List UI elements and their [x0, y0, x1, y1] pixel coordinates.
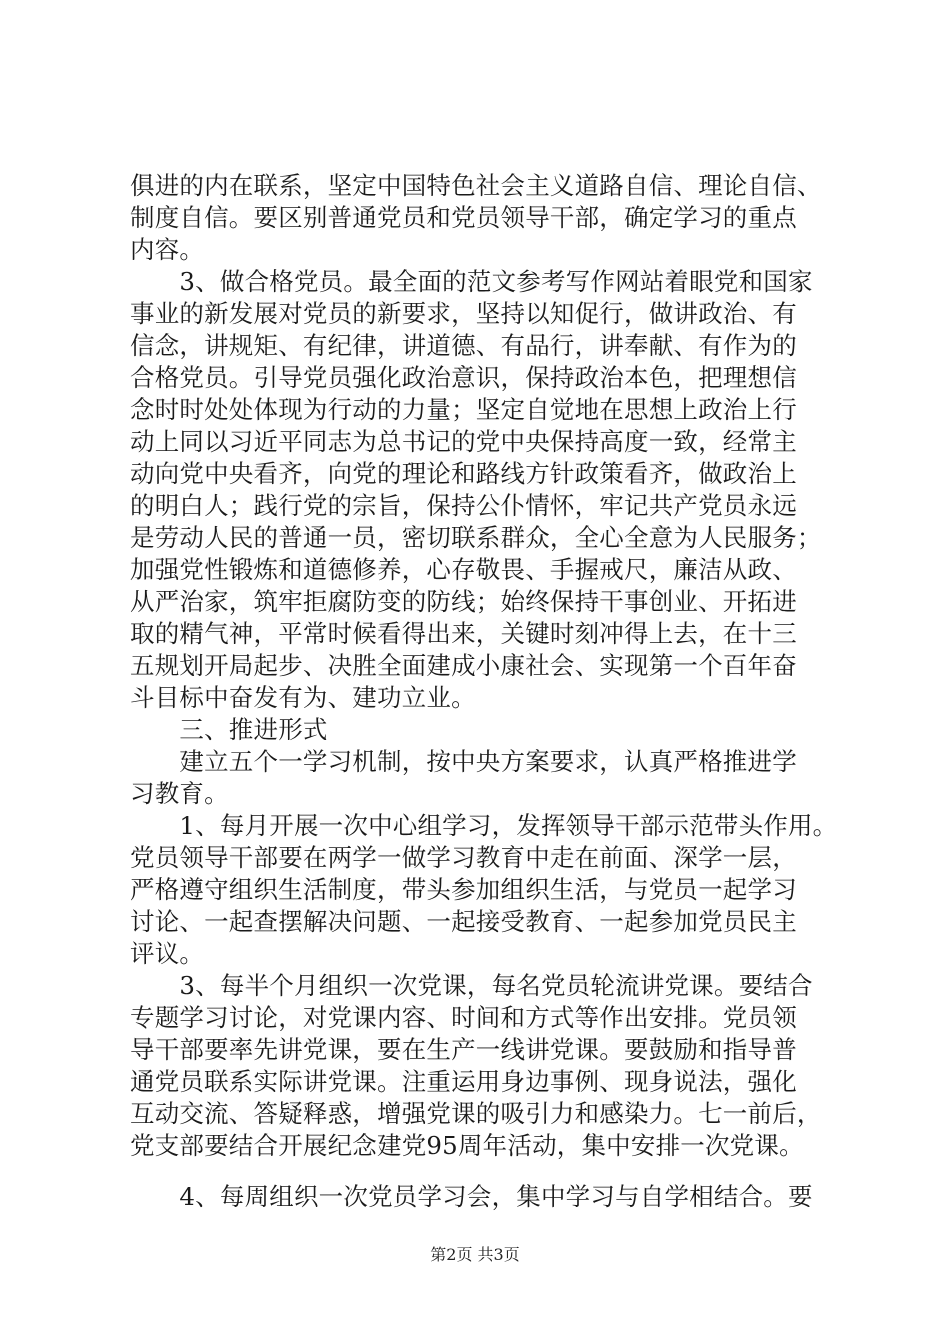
section-heading: 三、推进形式: [130, 715, 328, 744]
text-line: 严格遵守组织生活制度，带头参加组织生活，与党员一起学习: [130, 875, 797, 904]
text-line: 合格党员。引导党员强化政治意识，保持政治本色，把理想信: [130, 363, 797, 392]
text-line: 4、每周组织一次党员学习会，集中学习与自学相结合。要: [130, 1182, 813, 1211]
text-line: 3、每半个月组织一次党课，每名党员轮流讲党课。要结合: [130, 971, 813, 1000]
text-line: 的明白人；践行党的宗旨，保持公仆情怀，牢记共产党员永远: [130, 491, 797, 520]
text-line: 制度自信。要区别普通党员和党员领导干部，确定学习的重点: [130, 203, 797, 232]
text-line: 3、做合格党员。最全面的范文参考写作网站着眼党和国家: [130, 267, 813, 296]
text-line: 建立五个一学习机制，按中央方案要求，认真严格推进学: [130, 747, 797, 776]
text-line: 专题学习讨论，对党课内容、时间和方式等作出安排。党员领: [130, 1003, 797, 1032]
page-footer: 第2页 共3页: [430, 1245, 520, 1264]
text-line: 1、每月开展一次中心组学习，发挥领导干部示范带头作用。: [130, 811, 838, 840]
text-line: 习教育。: [130, 779, 229, 808]
text-line: 五规划开局起步、决胜全面建成小康社会、实现第一个百年奋: [130, 651, 797, 680]
text-line: 取的精气神，平常时候看得出来，关键时刻冲得上去，在十三: [130, 619, 797, 648]
text-line: 是劳动人民的普通一员，密切联系群众，全心全意为人民服务；: [130, 523, 822, 552]
text-line: 斗目标中奋发有为、建功立业。: [130, 683, 476, 712]
text-line: 动上同以习近平同志为总书记的党中央保持高度一致，经常主: [130, 427, 797, 456]
text-line: 讨论、一起查摆解决问题、一起接受教育、一起参加党员民主: [130, 907, 797, 936]
text-line: 念时时处处体现为行动的力量；坚定自觉地在思想上政治上行: [130, 395, 797, 424]
text-line: 事业的新发展对党员的新要求，坚持以知促行，做讲政治、有: [130, 299, 797, 328]
text-line: 评议。: [130, 939, 205, 968]
text-line: 互动交流、答疑释惑，增强党课的吸引力和感染力。七一前后，: [130, 1099, 822, 1128]
text-line: 通党员联系实际讲党课。注重运用身边事例、现身说法，强化: [130, 1067, 797, 1096]
text-line: 党员领导干部要在两学一做学习教育中走在前面、深学一层，: [130, 843, 797, 872]
text-line: 动向党中央看齐，向党的理论和路线方针政策看齐，做政治上: [130, 459, 797, 488]
text-line: 加强党性锻炼和道德修养，心存敬畏、手握戒尺，廉洁从政、: [130, 555, 797, 584]
text-line: 党支部要结合开展纪念建党95周年活动，集中安排一次党课。: [130, 1131, 804, 1160]
text-line: 从严治家，筑牢拒腐防变的防线；始终保持干事创业、开拓进: [130, 587, 797, 616]
text-line: 导干部要率先讲党课，要在生产一线讲党课。要鼓励和指导普: [130, 1035, 797, 1064]
text-line: 内容。: [130, 235, 205, 264]
text-line: 俱进的内在联系，坚定中国特色社会主义道路自信、理论自信、: [130, 171, 822, 200]
text-line: 信念，讲规矩、有纪律，讲道德、有品行，讲奉献、有作为的: [130, 331, 797, 360]
